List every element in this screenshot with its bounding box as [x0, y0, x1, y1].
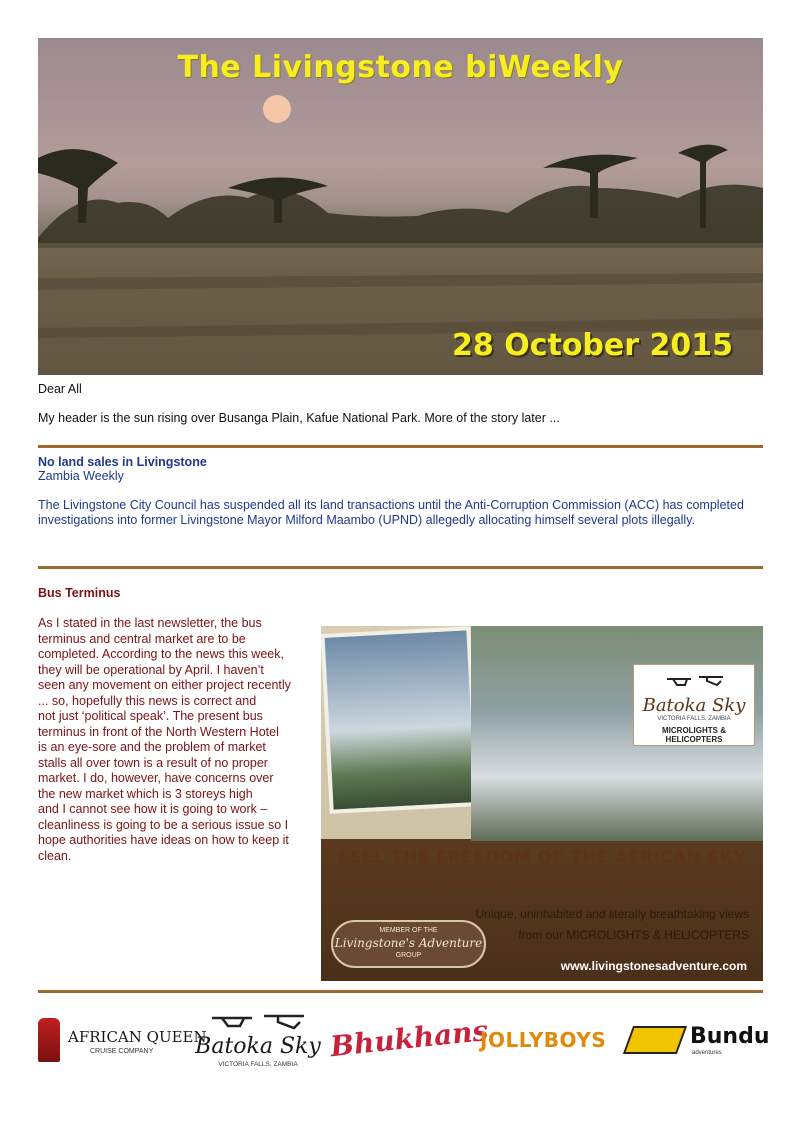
story-body	[38, 616, 318, 864]
bundu-sub: adventures	[692, 1050, 722, 1056]
ad-line: from our MICROLIGHTS & HELICOPTERS	[518, 928, 749, 942]
batoka-sky-advert[interactable]	[321, 626, 763, 981]
story-line: market. I do, however, have concerns over	[38, 771, 274, 785]
story-line: is an eye-sore and the problem of market	[38, 740, 266, 754]
ad-tagline: and experience the power of the Falls up close and personal...	[334, 874, 750, 888]
ad-logo-name: Batoka Sky	[642, 695, 746, 716]
section-divider	[38, 990, 763, 993]
helicopter-waterfall-photo	[321, 626, 480, 814]
sponsor-logos	[38, 1000, 770, 1090]
ad-website-link[interactable]: www.livingstonesadventure.com	[560, 959, 747, 973]
story-line: not just ‘political speak’. The present bus	[38, 709, 263, 723]
batoka-sky-name: Batoka Sky	[195, 1034, 321, 1059]
banner-landscape	[38, 38, 763, 375]
batoka-sky-sponsor-logo[interactable]	[193, 1002, 323, 1082]
african-queen-name: AFRICAN QUEEN	[68, 1028, 207, 1046]
badge-top: MEMBER OF THE	[379, 927, 438, 934]
section-divider	[38, 566, 763, 569]
story-line: seen any movement on either project recently	[38, 678, 291, 692]
adventure-group-badge	[331, 920, 486, 968]
story-line: cleanliness is going to be a serious issue so I	[38, 817, 289, 832]
story-line: clean.	[38, 848, 72, 863]
sun	[263, 95, 291, 123]
badge-name: Livingstone's Adventure	[334, 936, 483, 950]
jollyboys-logo[interactable]: JOLLYBOYS	[480, 1028, 607, 1052]
story-line: and I cannot see how it is going to work –	[38, 802, 268, 816]
story-headline: No land sales in Livingstone	[38, 455, 207, 469]
header-banner	[38, 38, 763, 375]
story-headline: Bus Terminus	[38, 586, 121, 600]
ad-logo-place: VICTORIA FALLS, ZAMBIA	[657, 716, 731, 722]
story-line: terminus and central market are to be	[38, 631, 246, 646]
ad-logo-sub: MICROLIGHTS & HELICOPTERS	[662, 726, 726, 744]
greeting: Dear All	[38, 382, 82, 396]
african-queen-icon	[38, 1018, 60, 1062]
newsletter-title: The Livingstone biWeekly	[177, 50, 624, 85]
story-line: terminus in front of the North Western Hotel	[38, 724, 279, 739]
story-line: As I stated in the last newsletter, the bus	[38, 616, 262, 630]
ad-line: Unique, uninhabited and literally breathtaking views	[475, 907, 749, 921]
batoka-sky-sub: VICTORIA FALLS, ZAMBIA	[218, 1061, 298, 1068]
aircraft-icon	[208, 1008, 308, 1034]
story-line: stalls all over town is a result of no proper	[38, 755, 268, 770]
african-queen-logo[interactable]	[38, 1018, 207, 1068]
aircraft-icon	[665, 671, 725, 689]
ad-headline: FEEL THE FREEDOM OF THE AFRICAN SKY	[338, 848, 746, 868]
bundu-name: Bundu	[690, 1024, 770, 1049]
issue-date: 28 October 2015	[452, 328, 733, 363]
intro-text: My header is the sun rising over Busanga Plain, Kafue National Park. More of the story later ...	[38, 411, 560, 425]
batoka-sky-logo	[633, 664, 755, 746]
story-line: ... so, hopefully this news is correct and	[38, 693, 257, 708]
story-body: The Livingstone City Council has suspended all its land transactions until the Anti-Corruption Commission (ACC) has completed investigations into former Livingstone Mayor Milford Maambo (UPND) allegedly allocating himself several plots illegally.	[38, 498, 744, 527]
bundu-logo[interactable]	[628, 1022, 770, 1062]
section-divider	[38, 445, 763, 448]
story-source: Zambia Weekly	[38, 469, 124, 483]
bundu-icon	[623, 1026, 687, 1054]
story-line: hope authorities have ideas on how to keep it	[38, 833, 289, 847]
story-line: the new market which is 3 storeys high	[38, 786, 253, 801]
badge-bottom: GROUP	[395, 952, 422, 959]
story-line: completed. According to the news this week,	[38, 647, 284, 661]
bhukhans-logo[interactable]: Bhukhans	[328, 1013, 490, 1064]
african-queen-sub: CRUISE COMPANY	[90, 1048, 154, 1055]
story-line: they will be operational by April. I haven’t	[38, 662, 264, 677]
